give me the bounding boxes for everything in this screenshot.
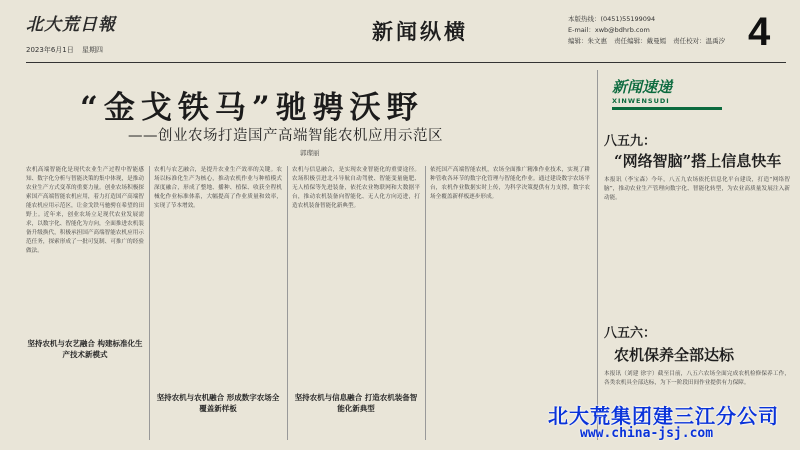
article-subhead: ——创业农场打造国产高端智能农机应用示范区: [128, 128, 443, 144]
news-item-2-source: 八五六：: [604, 326, 657, 341]
column-divider: [597, 70, 598, 440]
column-3-subhead: 坚持农机与信息融合 打造农机装备智能化新典型: [294, 393, 418, 413]
editorial-info: [568, 14, 730, 47]
issue-dateline: [26, 45, 109, 55]
column-divider: [149, 166, 150, 440]
column-2-subhead: 坚持农机与农机融合 形成数字农场全覆盖新样板: [156, 393, 280, 413]
header-divider: [26, 62, 786, 63]
news-item-2-text: 本报讯（刘建 徐宇）截至目前，八五六农场全面完成农机检修保养工作，各类农机具全部达标，为下一阶段田间作业提供有力保障。: [604, 371, 790, 386]
issue-date: 2023年6月1日: [26, 46, 74, 54]
responsible-editor: 责任编辑：戴曼嫣: [614, 37, 667, 45]
news-flash-pinyin: XINWENSUDI: [612, 97, 670, 105]
column-1-subhead: 坚持农机与农艺融合 构建标准化生产技术新模式: [27, 339, 143, 359]
issue-weekday: 星期四: [81, 46, 103, 54]
article-column-4: 依托国产高端智能农机，农场全面推广精准作业技术，实现了耕种管收各环节的数字化管理与智能化作业。通过建设数字农场平台，农机作业数据实时上传，为科学决策提供有力支撑，数字农场全覆盖新样板逐步形成。: [430, 167, 590, 200]
article-column-2: 农机与农艺融合，是提升农业生产效率的关键。农场以标准化生产为核心，推动农机作业与种植模式深度融合，形成了整地、播种、植保、收获全程机械化作业标准体系，大幅提高了作业质量和效率，实现了节本增效。: [154, 167, 282, 209]
email: E-mail：xwb@bdhrb.com: [568, 26, 650, 34]
article-byline: 郭璨丽: [300, 149, 320, 157]
news-flash-title: 新闻速递: [612, 78, 673, 96]
article-column-3: 农机与信息融合，是实现农业智能化的重要途径。农场积极引进北斗导航自动驾驶、智能变量施肥、无人植保等先进装备，依托农业物联网和大数据平台，推动农机装备向智能化、无人化方向迈进，打造农机装备智能化新典型。: [292, 167, 420, 209]
news-flash-badge: [612, 76, 732, 110]
news-item-2-title: 农机保养全部达标: [614, 346, 735, 364]
editor: 编辑：朱文惠: [568, 37, 607, 45]
news-item-1-source: 八五九：: [604, 134, 657, 149]
checker: 责任校对：温禹汐: [673, 37, 726, 45]
news-item-1-text: 本报讯（李宝森）今年，八五九农场依托信息化平台建设，打造“网络智脑”，推动农业生产管理向数字化、智能化转型，为农业高质量发展注入新动能。: [604, 177, 790, 201]
news-flash-underline: [612, 107, 722, 110]
article-headline: “金戈铁马”驰骋沃野: [80, 90, 424, 126]
hotline: 本版热线：(0451)55199094: [568, 15, 656, 23]
news-item-1-title: “网络智脑”搭上信息快车: [614, 152, 782, 170]
newspaper-masthead: 北大荒日報: [26, 15, 116, 35]
watermark-url: www.china-jsj.com: [580, 426, 714, 441]
column-divider: [287, 166, 288, 440]
watermark-company: 北大荒集团建三江分公司: [548, 404, 779, 428]
page-number: 4: [748, 10, 771, 54]
column-divider: [425, 166, 426, 440]
section-title: 新闻纵横: [372, 19, 468, 44]
article-column-1: 农机高端智能化是现代农业生产过程中智能感知、数字化分析与智能决策的集中体现，是推动农业生产方式变革的重要力量。创业农场积极探索国产高端智能农机应用，着力打造国产高端智能农机应用示范区，让金戈铁马驰骋在希望的田野上。近年来，创业农场立足现代农业发展需求，以数字化、智能化为方向，全面推进农机装备升级换代，积极承担国产高端智能农机应用示范任务，探索形成了一批可复制、可推广的经验做法。: [26, 167, 144, 254]
